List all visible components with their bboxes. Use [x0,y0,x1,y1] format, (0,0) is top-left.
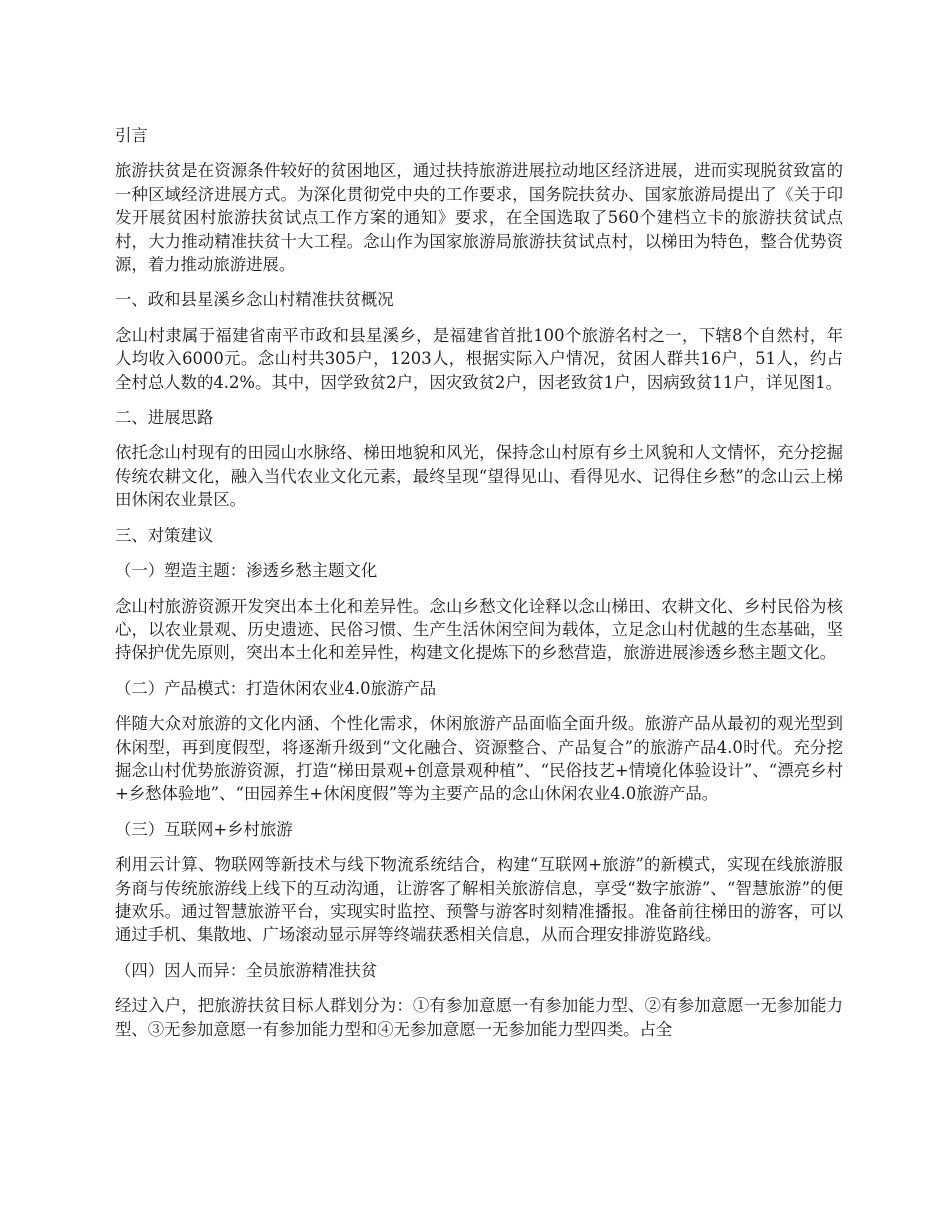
section1-paragraph: 念山村隶属于福建省南平市政和县星溪乡，是福建省首批100个旅游名村之一，下辖8个自然村，年人均收入6000元。念山村共305户，1203人，根据实际入户情况，贫困人群共16户，51人，约占全村总人数的4.2%。其中，因学致贫2户，因灾致贫2户，因老致贫1户，因病致贫11户，详见图1。 [115,325,843,392]
subsection4-paragraph: 经过入户，把旅游扶贫目标人群划分为：①有参加意愿一有参加能力型、②有参加意愿一无参加能力型、③无参加意愿一有参加能力型和④无参加意愿一无参加能力型四类。占全 [115,996,843,1039]
subsection4-heading: （四）因人而异：全员旅游精准扶贫 [115,960,378,980]
subsection3-heading: （三）互联网+乡村旅游 [115,819,293,839]
intro-paragraph: 旅游扶贫是在资源条件较好的贫困地区，通过扶持旅游进展拉动地区经济进展，进而实现脱贫致富的一种区域经济进展方式。为深化贯彻党中央的工作要求，国务院扶贫办、国家旅游局提出了《关于印发开展贫困村旅游扶贫试点工作方案的通知》要求，在全国选取了560个建档立卡的旅游扶贫试点村，大力推动精准扶贫十大工程。念山作为国家旅游局旅游扶贫试点村，以梯田为特色，整合优势资源，着力推动旅游进展。 [115,161,843,275]
subsection2-paragraph: 伴随大众对旅游的文化内涵、个性化需求，休闲旅游产品面临全面升级。旅游产品从最初的观光型到休闲型，再到度假型，将逐渐升级到“文化融合、资源整合、产品复合”的旅游产品4.0时代。充分挖掘念山村优势旅游资源，打造“梯田景观+创意景观种植”、“民俗技艺+情境化体验设计”、“漂亮乡村+乡愁体验地”、“田园养生+休闲度假”等为主要产品的念山休闲农业4.0旅游产品。 [115,714,843,804]
subsection3-paragraph: 利用云计算、物联网等新技术与线下物流系统结合，构建“互联网+旅游”的新模式，实现在线旅游服务商与传统旅游线上线下的互动沟通，让游客了解相关旅游信息，享受“数字旅游”、“智慧旅游”的便捷欢乐。通过智慧旅游平台，实现实时监控、预警与游客时刻精准播报。准备前往梯田的游客，可以通过手机、集散地、广场滚动显示屏等终端获悉相关信息，从而合理安排游览路线。 [115,855,843,945]
section1-heading: 一、政和县星溪乡念山村精准扶贫概况 [115,290,394,310]
section2-paragraph: 依托念山村现有的田园山水脉络、梯田地貌和风光，保持念山村原有乡土风貌和人文情怀，充分挖掘传统农耕文化，融入当代农业文化元素，最终呈现“望得见山、看得见水、记得住乡愁”的念山云上梯田休闲农业景区。 [115,443,843,510]
subsection1-heading: （一）塑造主题：渗透乡愁主题文化 [115,561,378,581]
intro-heading: 引言 [115,126,148,145]
subsection2-heading: （二）产品模式：打造休闲农业4.0旅游产品 [115,678,437,698]
section2-heading: 二、进展思路 [115,408,214,428]
section3-heading: 三、对策建议 [115,525,214,545]
document-page [115,124,843,1041]
subsection1-paragraph: 念山村旅游资源开发突出本土化和差异性。念山乡愁文化诠释以念山梯田、农耕文化、乡村民俗为核心，以农业景观、历史遗迹、民俗习惯、生产生活休闲空间为载体，立足念山村优越的生态基础，坚持保护优先原则，突出本土化和差异性，构建文化提炼下的乡愁营造，旅游进展渗透乡愁主题文化。 [115,596,843,663]
